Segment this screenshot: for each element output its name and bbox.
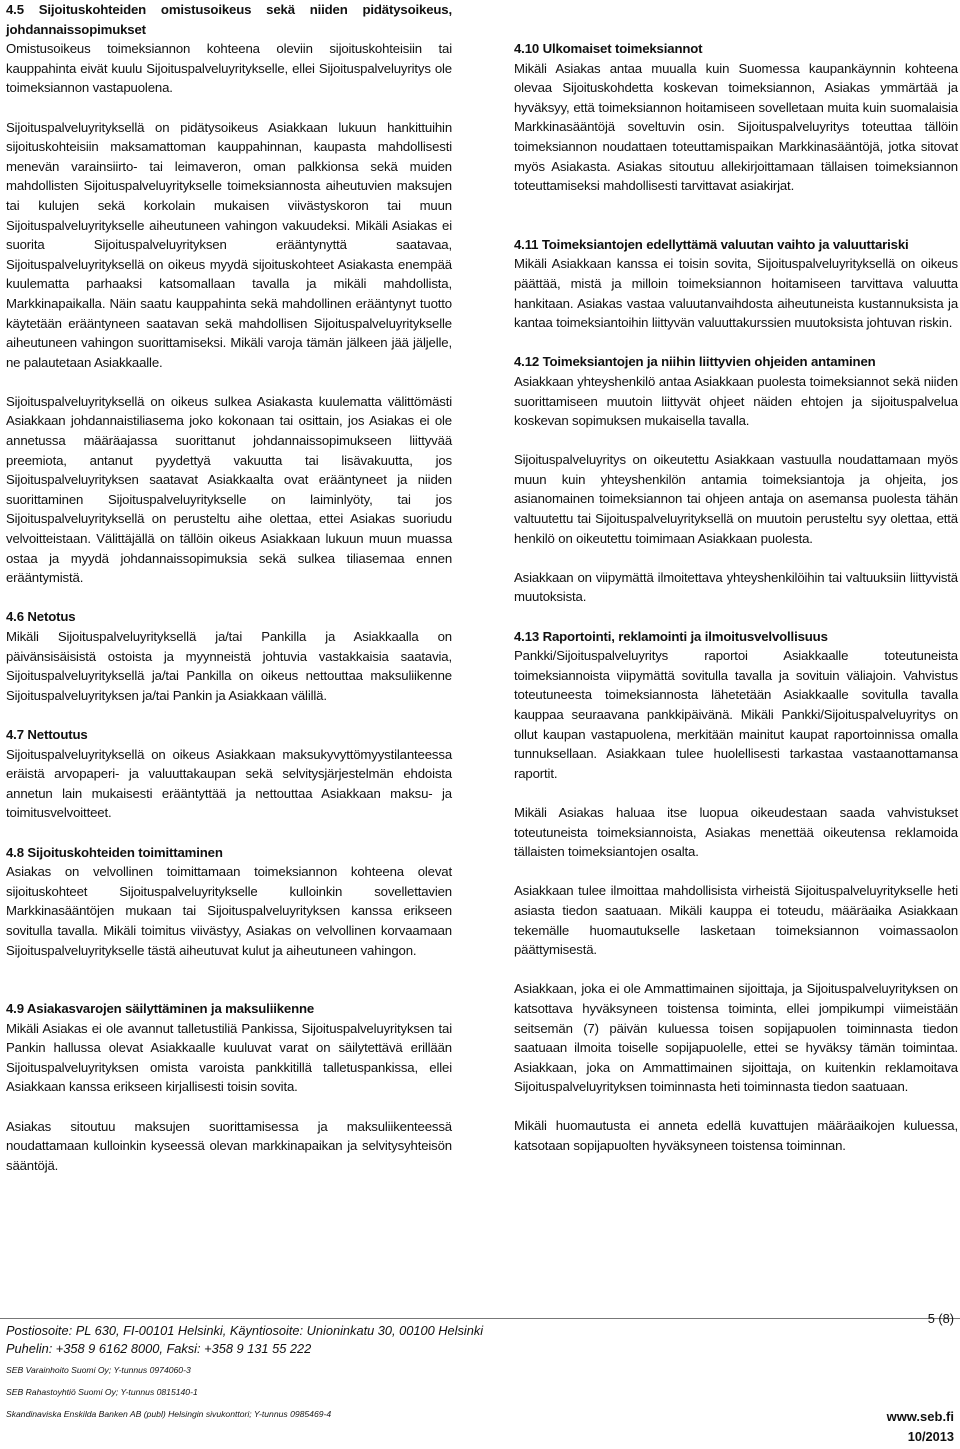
- section-4-8-para-1: Asiakas on velvollinen toimittamaan toimeksiannon kohteena olevat sijoituskohteet Sijoituspalveluyritykselle kulloinkin sovellettavien Markkinasääntöjen mukaan tai Sijoituspalveluyrityksen kanssa erikseen sovitulla tavalla. Mikäli toimitus viivästyy, Asiakas on velvollinen korvaamaan Sijoituspalveluyritykselle tästä aiheutuvat kulut ja aiheutuneen vahingon.: [6, 864, 452, 958]
- section-4-5-para-1: Omistusoikeus toimeksiannon kohteena oleviin sijoituskohteisiin tai kauppahinta eivät kuulu Sijoituspalveluyritykselle, ellei Sijoituspalveluyritys ole toimeksiannon vastapuolena.: [6, 41, 452, 96]
- section-4-9-para-1: Mikäli Asiakas ei ole avannut talletustiliä Pankissa, Sijoituspalveluyrityksen tai Pankin hallussa olevat Asiakkaalle kuuluvat varat on säilytettävä erillään Sijoituspalveluyrityksen omista varoista pankkitillä talletuspankissa, ellei Asiakkaan kanssa erikseen kirjallisesti toisin sovita.: [6, 1020, 452, 1095]
- section-4-13-para-1: Pankki/Sijoituspalveluyritys raportoi Asiakkaalle toteutuneista toimeksiannoista viipymättä sovitulla tavalla ja sovituin väliajoin. Vahvistus toteutuneesta toimeksiannosta lähetetään Asiakkaalle sovitulla tavalla kauppaa seuraavana pankkipäivänä. Mikäli Pankki/Sijoituspalveluyritys on ollut kaupan vastapuolena, merkitään mainitut kaupat raportoinnissa omalla tunnuksellaan. Asiakkaan tulee huolellisesti tarkastaa vastaanottamansa raportit.: [514, 648, 958, 781]
- left-column: [6, 0, 452, 1175]
- section-4-5-title: 4.5 Sijoituskohteiden omistusoikeus sekä niiden pidätysoikeus, johdannaissopimukset: [6, 2, 452, 37]
- section-4-11-para-1: Mikäli Asiakkaan kanssa ei toisin sovita, Sijoituspalveluyrityksellä on oikeus päättää, mistä ja milloin toimeksiannon hoitamiseen tarvittava valuutta hankitaan. Asiakas vastaa valuutanvaihdosta aiheutuneista kustannuksista ja kantaa toimeksiantoihin liittyvän valuuttakurssien muutoksista johtuvan riskin.: [514, 256, 958, 331]
- section-4-13-title: 4.13 Raportointi, reklamointi ja ilmoitusvelvollisuus: [514, 628, 828, 644]
- section-4-13-para-5: Mikäli huomautusta ei anneta edellä kuvattujen määräaikojen kuluessa, katsotaan sopijapuolten hyväksyneen toistensa toiminnan.: [514, 1118, 958, 1154]
- section-4-6-para-1: Mikäli Sijoituspalveluyrityksellä ja/tai Pankilla ja Asiakkaalla on päivänsisäisistä ostoista ja myynneistä johtuvia vastakkaisia saatavia, Sijoituspalveluyrityksellä ja/tai Pankilla on oikeus nettouttaa maksuliikenne Sijoituspalveluyrityksen ja/tai Pankin ja Asiakkaan välillä.: [6, 629, 452, 703]
- document-date: 10/2013: [907, 1429, 954, 1444]
- section-4-10: [514, 39, 958, 196]
- section-4-8: [6, 843, 452, 961]
- section-4-5: [6, 0, 452, 588]
- section-4-13-para-3: Asiakkaan tulee ilmoittaa mahdollisista virheistä Sijoituspalveluyritykselle heti asiasta tiedon saatuaan. Mikäli kauppa ei toteudu, määräaika Asiakkaan tekemälle huomautukselle lasketaan toimeksiannon voimassaolon päättymisestä.: [514, 883, 958, 958]
- footer-divider: [0, 1318, 960, 1319]
- section-4-13-para-4: Asiakkaan, joka ei ole Ammattimainen sijoittaja, ja Sijoituspalveluyrityksen on katsottava hyväksyneen toistensa toiminta, ellei jompikumpi viimeistään seitsemän (7) päivän kuluessa toisen sopijapuolen toiminnasta tiedon saatuaan ilmoita toiselle sopijapuolelle, ettei se hyväksy tämän toimintaa. Asiakkaan, joka on Ammattimainen sijoittaja, on kuitenkin reklamoitava Sijoituspalveluyrityksen toiminnasta heti toiminnasta tiedon saatuaan.: [514, 981, 958, 1095]
- section-4-6: [6, 607, 452, 705]
- section-4-11-title: 4.11 Toimeksiantojen edellyttämä valuutan vaihto ja valuuttariski: [514, 236, 909, 252]
- section-4-12-para-2: Sijoituspalveluyritys on oikeutettu Asiakkaan vastuulla noudattamaan myös muun kuin yhteyshenkilön antamia toimeksiantoja ja ohjeita, jos asianomainen toimeksiannon tai ohjeen antaja on asemansa puolesta tähän valtuutettu tai Sijoituspalveluyrityksellä on muutoin perusteltu syy olettaa, että henkilö on oikeutettu toimimaan Asiakkaan puolesta.: [514, 452, 958, 546]
- section-4-7-para-1: Sijoituspalveluyrityksellä on oikeus Asiakkaan maksukyvyttömyystilanteessa eräistä arvopaperi- ja valuuttakaupan sekä selvitysjärjestelmän ehdoista annetun lain mukaisesti erääntyttää ja nettouttaa Asiakkaan maksu- ja toimitusvelvoitteet.: [6, 746, 452, 821]
- section-4-5-para-3: Sijoituspalveluyrityksellä on oikeus sulkea Asiakasta kuulematta välittömästi Asiakkaan johdannaistiliasema joko kokonaan tai osittain, jos Asiakas ei ole annetussa määräajassa suorittanut johdannaissopimukseen liittyvää preemiota, antanut pyydettyä vakuutta tai lisävakuutta, jos Sijoituspalveluyrityksen saatavat Asiakkaalta ovat erääntyneet ja niiden suorittaminen Sijoituspalveluyritykselle on laiminlyöty, tai jos Sijoituspalveluyrityksellä on perusteltu aihe olettaa, ettei Asiakas suoriudu velvoitteistaan. Välittäjällä on tällöin oikeus Asiakkaan lukuun muun muassa ostaa ja myydä johdannaissopimuksia sekä sulkea tiliasemaa ennen erääntymistä.: [6, 393, 452, 586]
- section-4-13: [514, 627, 958, 1156]
- section-4-12: [514, 352, 958, 607]
- section-4-9-para-2: Asiakas sitoutuu maksujen suorittamisessa ja maksuliikenteessä noudattamaan kulloinkin kyseessä olevan markkinapaikan ja selvitysyhteisön sääntöjä.: [6, 1118, 452, 1173]
- section-4-5-para-2: Sijoituspalveluyrityksellä on pidätysoikeus Asiakkaan lukuun hankittuihin sijoituskohteisiin maksamattoman kauppahinnan, kaupasta mahdollisesti menevän varainsiirto- tai leimaveron, oman palkkionsa sekä muiden mahdollisten Sijoituspalveluyritykselle toimeksiannosta aiheutuvien maksujen tai kulujen sekä korkolain mukaisen viivästyskoron tai muun Sijoituspalveluyritykselle aiheutuneen vahingon vakuudeksi. Mikäli Asiakas ei suorita Sijoituspalveluyrityksen erääntynyttä saatavaa, Sijoituspalveluyrityksellä on oikeus myydä sijoituskohteet Asiakasta enempää kuulematta parhaaksi katsomallaan tavalla ja mikäli mahdollista, Markkinapaikalla. Näin saatu kauppahinta sekä mahdollinen erääntynyt tuotto käytetään erääntyneen saatavan sekä mahdollisen Sijoituspalveluyritykselle aiheutuneen vahingon suorittamiseksi. Mikäli varoja tämän jälkeen jää jäljelle, ne palautetaan Asiakkaalle.: [6, 119, 452, 370]
- footer-company-3: Skandinaviska Enskilda Banken AB (publ) Helsingin sivukonttori; Y-tunnus 0985469-4: [6, 1409, 332, 1419]
- section-4-13-para-2: Mikäli Asiakas haluaa itse luopua oikeudestaan saada vahvistukset toteutuneista toimeksiannoista, Asiakas menettää oikeutensa reklamoida tällaisten toimeksiantojen osalta.: [514, 804, 958, 860]
- footer-company-1: SEB Varainhoito Suomi Oy; Y-tunnus 0974060-3: [6, 1365, 191, 1375]
- section-4-7-title: 4.7 Nettoutus: [6, 726, 88, 742]
- section-4-9-title: 4.9 Asiakasvarojen säilyttäminen ja maksuliikenne: [6, 1001, 315, 1017]
- section-4-11: [514, 235, 958, 333]
- website-link[interactable]: www.seb.fi: [886, 1409, 954, 1424]
- section-4-10-title: 4.10 Ulkomaiset toimeksiannot: [514, 41, 703, 56]
- section-4-8-title: 4.8 Sijoituskohteiden toimittaminen: [6, 844, 223, 860]
- footer-company-2: SEB Rahastoyhtiö Suomi Oy; Y-tunnus 0815140-1: [6, 1387, 198, 1397]
- section-4-6-title: 4.6 Netotus: [6, 609, 76, 625]
- section-4-9: [6, 999, 452, 1175]
- section-4-10-para-1: Mikäli Asiakas antaa muualla kuin Suomessa kaupankäynnin kohteena olevaa Sijoituskohdetta koskevan toimeksiannon, Asiakas ymmärtää ja hyväksyy, että toimeksiannon hoitamiseen sovelletaan muita kuin suomalaisia Markkinasääntöjä soveltuvin osin. Sijoituspalveluyritys toteuttaa tällöin toimeksiannon noudattaen toteuttamispaikan Markkinasääntöjä, jotka sitovat myös Asiakasta. Asiakas sitoutuu allekirjoittamaan tällaisen toimeksiannon toteuttamiseksi mahdollisesti tarvittavat asiakirjat.: [514, 60, 958, 194]
- section-4-12-para-3: Asiakkaan on viipymättä ilmoitettava yhteyshenkilöihin tai valtuuksiin liittyvistä muutoksista.: [514, 569, 958, 605]
- footer-address: Postiosoite: PL 630, FI-00101 Helsinki, Käyntiosoite: Unioninkatu 30, 00100 Helsinki: [6, 1323, 484, 1338]
- section-4-12-para-1: Asiakkaan yhteyshenkilö antaa Asiakkaan puolesta toimeksiannot sekä niiden suorittamiseen muutoin liittyvät ohjeet näiden ehtojen ja sijoituspalvelua koskevan sopimuksen mukaisella tavalla.: [514, 373, 958, 429]
- footer-phone: Puhelin: +358 9 6162 8000, Faksi: +358 9 131 55 222: [6, 1341, 312, 1356]
- section-4-12-title: 4.12 Toimeksiantojen ja niihin liittyvien ohjeiden antaminen: [514, 354, 876, 370]
- section-4-7: [6, 725, 452, 823]
- page-number: 5 (8): [927, 1311, 954, 1326]
- right-column: [514, 39, 958, 1156]
